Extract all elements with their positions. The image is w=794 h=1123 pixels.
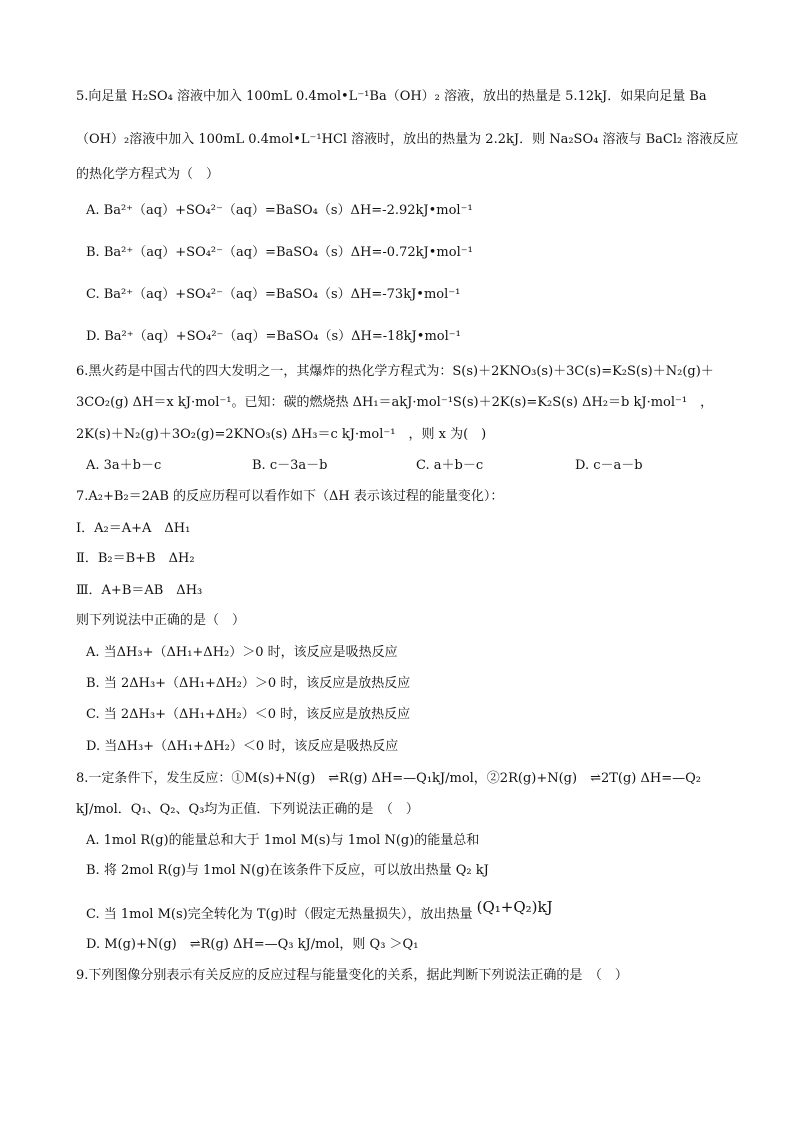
q8-option-d: D. M(g)+N(g) ⇌R(g) ΔH=—Q₃ kJ/mol，则 Q₃ ＞Q₁ <box>86 937 419 952</box>
q7-step-3: Ⅲ．A+B＝AB ΔH₃ <box>76 583 203 598</box>
q8-option-c-text: C. 当 1mol M(s)完全转化为 T(g)时（假定无热量损失），放出热量 <box>86 907 473 922</box>
q5-option-c: C. Ba²⁺（aq）+SO₄²⁻（aq）=BaSO₄（s）ΔH=-73kJ•mol⁻¹ <box>86 287 461 302</box>
q6-option-b: B. c－3a－b <box>252 458 328 473</box>
q8-option-a: A. 1mol R(g)的能量总和大于 1mol M(s)与 1mol N(g)的能量总和 <box>86 833 480 848</box>
q6-stem-line1: 6.黑火药是中国古代的四大发明之一，其爆炸的热化学方程式为：S(s)＋2KNO₃(s)＋3C(s)=K₂S(s)＋N₂(g)＋ <box>76 364 714 379</box>
q7-option-b: B. 当 2ΔH₃+（ΔH₁+ΔH₂）＞0 时，该反应是放热反应 <box>86 676 411 691</box>
q6-option-c: C. a＋b－c <box>416 458 484 473</box>
q8-option-b: B. 将 2mol R(g)与 1mol N(g)在该条件下反应，可以放出热量 Q₂ kJ <box>86 863 489 878</box>
q6-option-a: A. 3a＋b－c <box>86 458 162 473</box>
q5-option-d: D. Ba²⁺（aq）+SO₄²⁻（aq）=BaSO₄（s）ΔH=-18kJ•mol⁻¹ <box>86 329 461 344</box>
q8-option-c-formula: (Q₁+Q₂)kJ <box>476 898 553 916</box>
q6-stem-line3: 2K(s)＋N₂(g)＋3O₂(g)=2KNO₃(s) ΔH₃＝c kJ·mol⁻¹ ，则 x 为( ) <box>76 427 487 442</box>
q7-stem-line1: 7.A₂+B₂＝2AB 的反应历程可以看作如下（ΔH 表示该过程的能量变化）： <box>76 489 504 504</box>
q5-stem-line3: 的热化学方程式为（ ） <box>76 167 220 182</box>
q5-option-b: B. Ba²⁺（aq）+SO₄²⁻（aq）=BaSO₄（s）ΔH=-0.72kJ•mol⁻¹ <box>86 245 473 260</box>
q5-stem-line1: 5.向足量 H₂SO₄ 溶液中加入 100mL 0.4mol•L⁻¹Ba（OH）₂ 溶液，放出的热量是 5.12kJ．如果向足量 Ba <box>76 89 707 104</box>
q7-stem-line2: 则下列说法中正确的是（ ） <box>76 613 246 628</box>
q6-stem-line2: 3CO₂(g) ΔH＝x kJ·mol⁻¹。已知：碳的燃烧热 ΔH₁＝akJ·mol⁻¹S(s)＋2K(s)=K₂S(s) ΔH₂＝b kJ·mol⁻¹ ， <box>76 395 714 410</box>
q7-step-2: Ⅱ．B₂＝B+B ΔH₂ <box>76 551 195 566</box>
q8-option-c <box>86 898 553 924</box>
q8-stem-line2: kJ/mol．Q₁、Q₂、Q₃均为正值．下列说法正确的是 （ ） <box>76 802 419 817</box>
q6-option-d: D. c－a－b <box>575 458 643 473</box>
q5-option-a: A. Ba²⁺（aq）+SO₄²⁻（aq）=BaSO₄（s）ΔH=-2.92kJ•mol⁻¹ <box>86 203 473 218</box>
q5-stem-line2: （OH）₂溶液中加入 100mL 0.4mol•L⁻¹HCl 溶液时，放出的热量为 2.2kJ．则 Na₂SO₄ 溶液与 BaCl₂ 溶液反应 <box>76 132 739 147</box>
q7-option-d: D. 当ΔH₃+（ΔH₁+ΔH₂）＜0 时，该反应是吸热反应 <box>86 739 399 754</box>
q7-option-c: C. 当 2ΔH₃+（ΔH₁+ΔH₂）＜0 时，该反应是放热反应 <box>86 707 411 722</box>
q7-step-1: Ⅰ．A₂＝A+A ΔH₁ <box>76 521 191 536</box>
q8-stem-line1: 8.一定条件下，发生反应：①M(s)+N(g) ⇌R(g) ΔH=—Q₁kJ/mol，②2R(g)+N(g) ⇌2T(g) ΔH=—Q₂ <box>76 771 701 786</box>
q9-stem-line1: 9.下列图像分别表示有关反应的反应过程与能量变化的关系，据此判断下列说法正确的是 （ ） <box>76 968 628 983</box>
q7-option-a: A. 当ΔH₃+（ΔH₁+ΔH₂）＞0 时，该反应是吸热反应 <box>86 645 398 660</box>
